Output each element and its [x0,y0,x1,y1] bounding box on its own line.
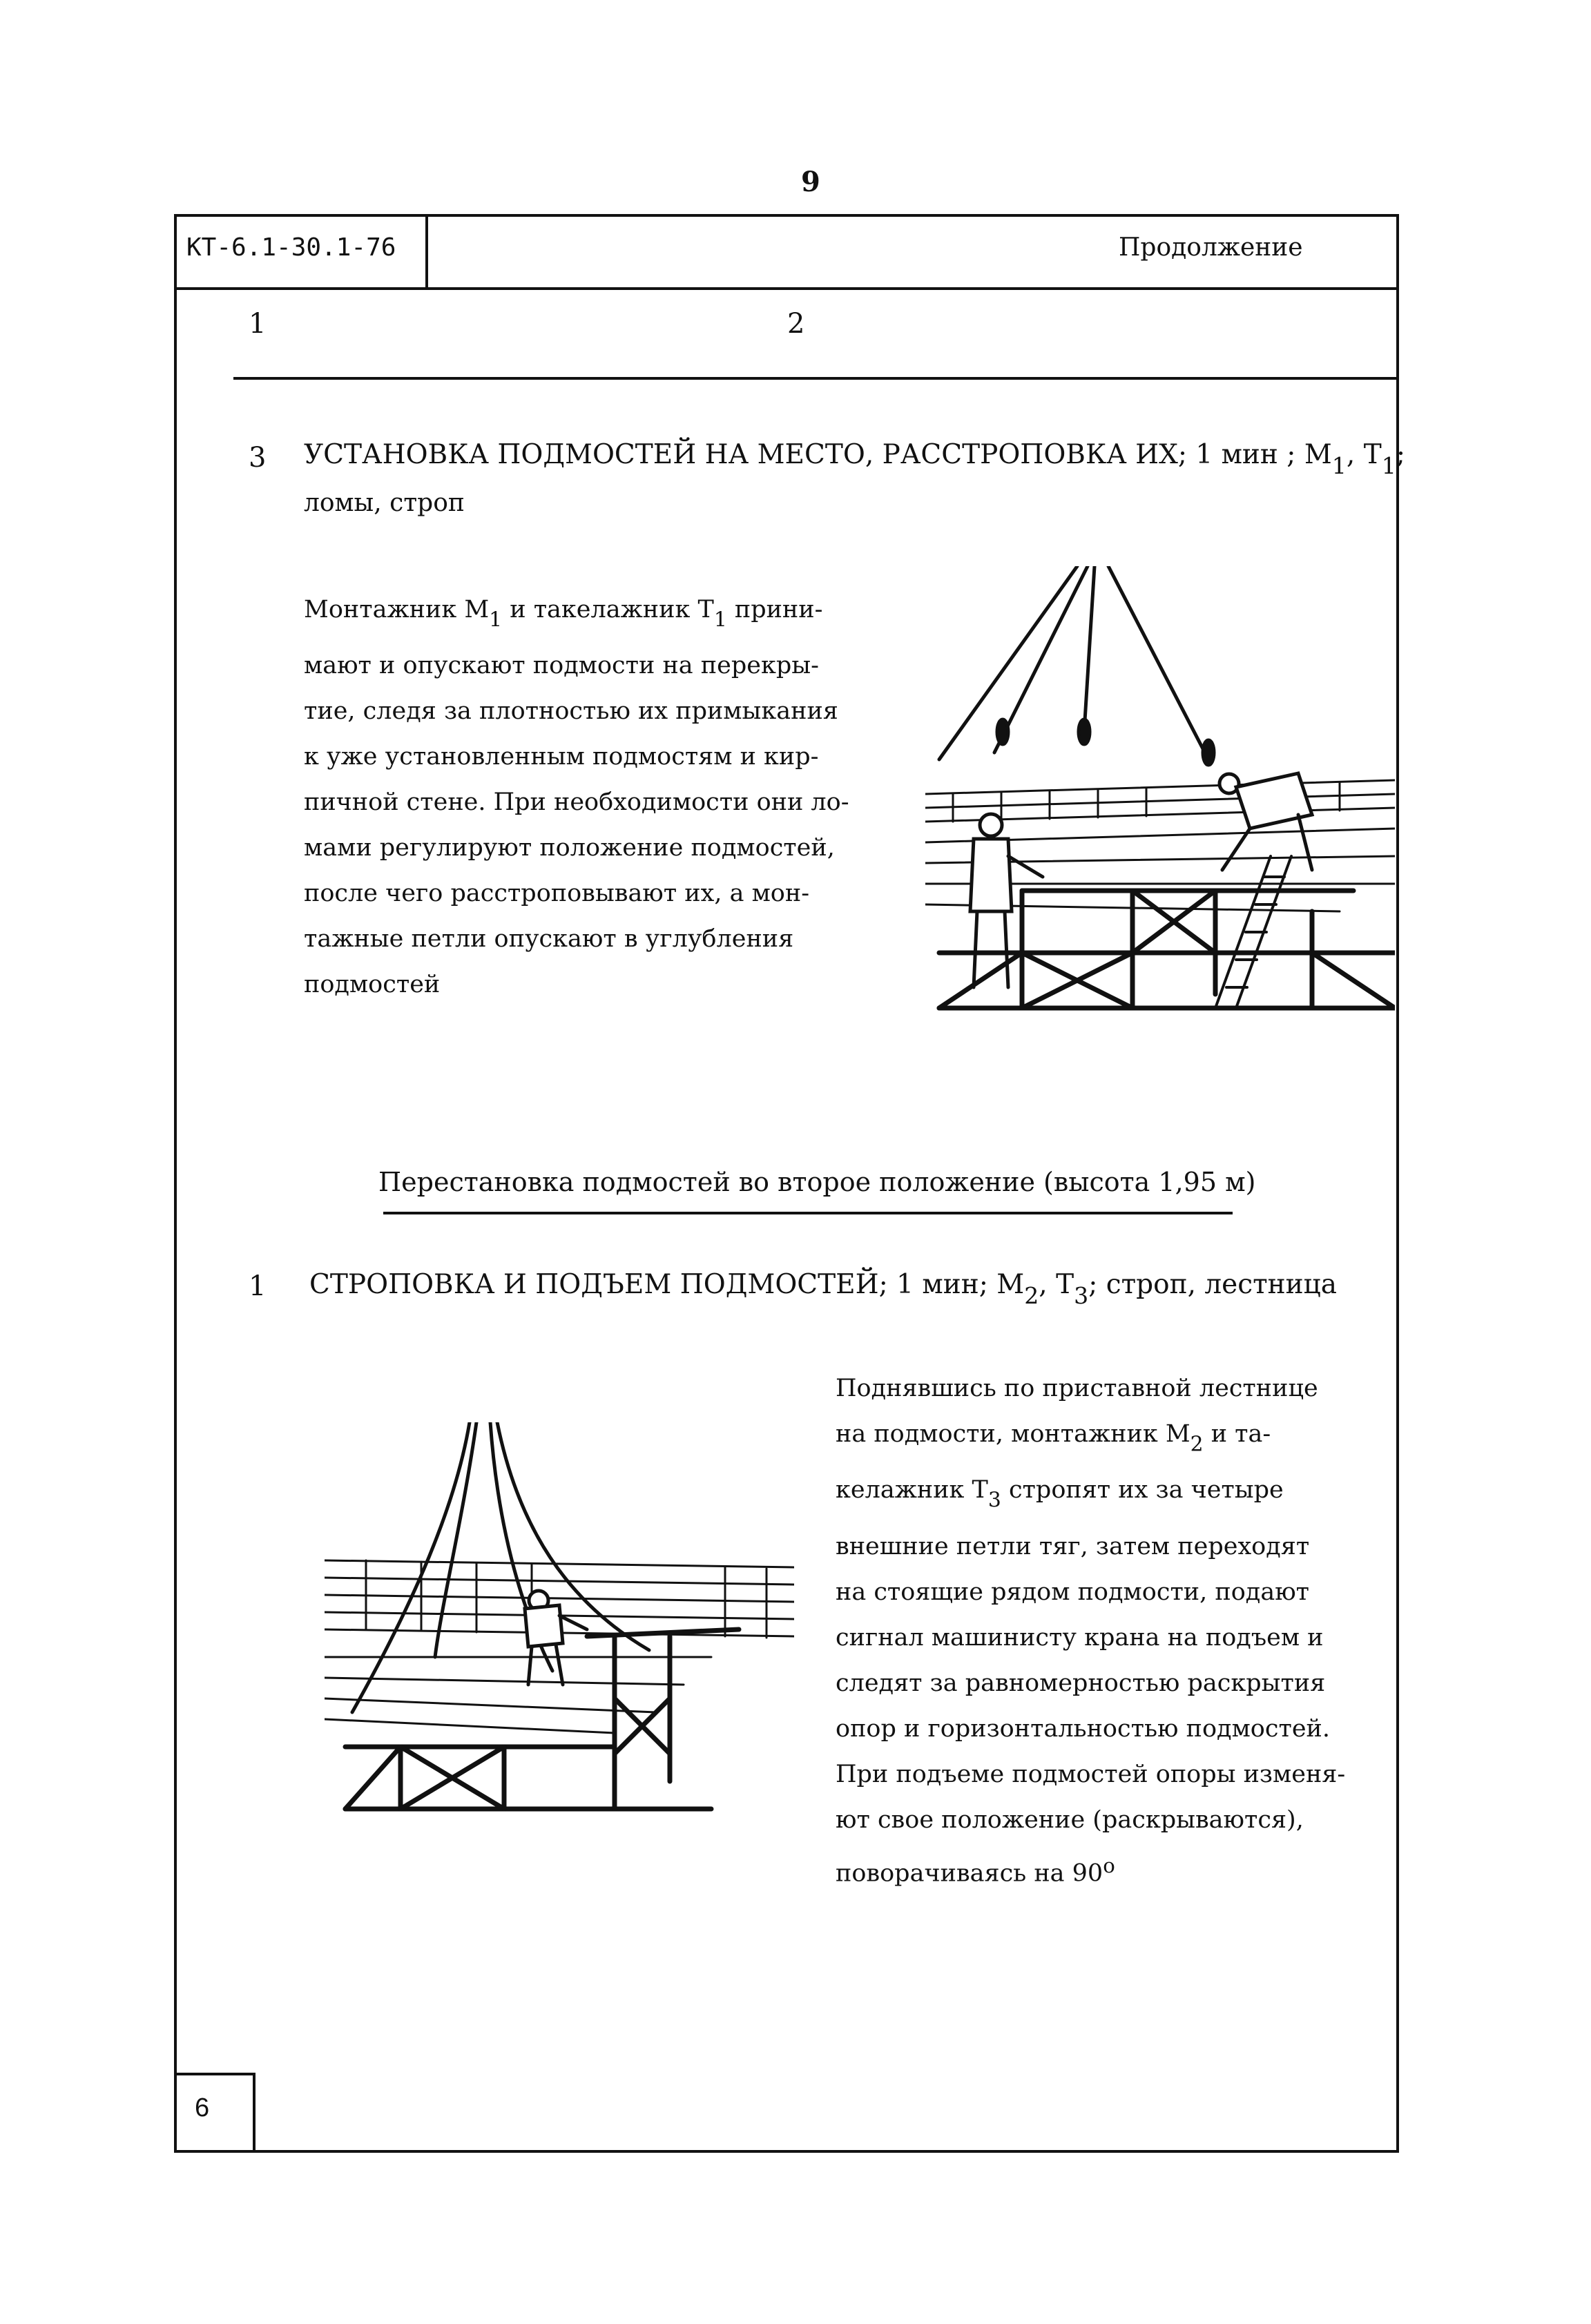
scaffold-lifting-illustration [325,1422,794,1823]
step3-worker1-index: 1 [1331,452,1347,479]
step1-desc-line: поворачиваясь на $90^о$ [836,1853,1115,1888]
step3-description [304,587,849,1007]
step1-desc-line: келажник $Т_3$ стропят их за четыре [836,1476,1284,1513]
corner-page-box: 6 [174,2073,255,2153]
step1-desc-line: на стоящие рядом подмости, подают [836,1578,1310,1606]
step3-desc-line: тие, следя за плотностью их примыкания [304,697,838,726]
step1-worker1-index: 2 [1024,1281,1039,1309]
step1-desc-line: сигнал машинисту крана на подъем и [836,1623,1324,1652]
columns-divider [233,377,1399,380]
column-number-2: 2 [787,308,805,340]
step3-desc-line: пичной стене. При необходимости они ло- [304,788,849,817]
step1-desc-line: внешние петли тяг, затем переходят [836,1532,1310,1560]
header-divider [174,287,1399,290]
step1-desc-line: опор и горизонтальностью подмостей. [836,1714,1330,1743]
step3-desc-line: к уже установленным подмостям и кир- [304,743,819,771]
column-number-1: 1 [249,308,267,340]
step3-desc-line: мают и опускают подмости на перекры- [304,652,819,680]
step1-desc-line: ют свое положение (раскрываются), [836,1805,1304,1834]
step3-desc-line: мами регулируют положение подмостей, [304,834,835,862]
section-heading: Перестановка подмостей во второе положение (высота 1,95 м) [378,1167,1256,1197]
step1-desc-line: на подмости, монтажник $М_2$ и та- [836,1420,1271,1457]
floor-slab [325,1657,711,1733]
worker [525,1591,587,1685]
scaffold-lowering-illustration [925,566,1395,1022]
step1-worker2-index: 3 [1074,1281,1089,1309]
section-underline [383,1212,1233,1214]
step1-desc-line: При подъеме подмостей опоры изменя- [836,1760,1346,1788]
step1-tail: ; строп, лестница [1088,1269,1337,1300]
page-number: 9 [801,166,820,198]
crane-slings [939,566,1214,765]
step1-description [836,1366,1345,1896]
step1-number: 1 [249,1270,267,1302]
step1-title [309,1269,1337,1309]
step3-worker2: Т [1363,439,1382,470]
crane-slings [352,1422,649,1712]
continuation-label: Продолжение [1119,233,1303,262]
step3-desc-line: тажные петли опускают в углубления [304,925,794,953]
step3-end: ; [1396,439,1405,470]
step1-title-main: СТРОПОВКА И ПОДЪЕМ ПОДМОСТЕЙ; 1 мин; [309,1269,988,1300]
ladder [1215,856,1291,1008]
step1-sep: , [1039,1269,1048,1300]
step1-worker1: М [996,1269,1025,1300]
step3-worker2-index: 1 [1381,452,1396,479]
step3-worker1: М [1304,439,1332,470]
step3-desc-line: Монтажник $М_1$ и такелажник $Т_1$ прини- [304,596,823,632]
step3-number: 3 [249,442,267,474]
worker-right [1219,773,1312,870]
step3-title [304,439,1405,479]
step3-desc-line: после чего расстроповывают их, а мон- [304,880,810,908]
step3-desc-line: подмостей [304,971,441,999]
step3-tools: ломы, строп [304,489,465,517]
step1-desc-line: Поднявшись по приставной лестнице [836,1375,1318,1402]
step1-desc-line: следят за равномерностью раскрытия [836,1669,1326,1697]
step3-title-main: УСТАНОВКА ПОДМОСТЕЙ НА МЕСТО, РАССТРОПОВКА ИХ; 1 мин ; [304,439,1296,470]
doc-code-cell: КТ-6.1-30.1-76 [174,214,428,290]
step3-sep: , [1346,439,1356,470]
step1-worker2: Т [1056,1269,1074,1300]
